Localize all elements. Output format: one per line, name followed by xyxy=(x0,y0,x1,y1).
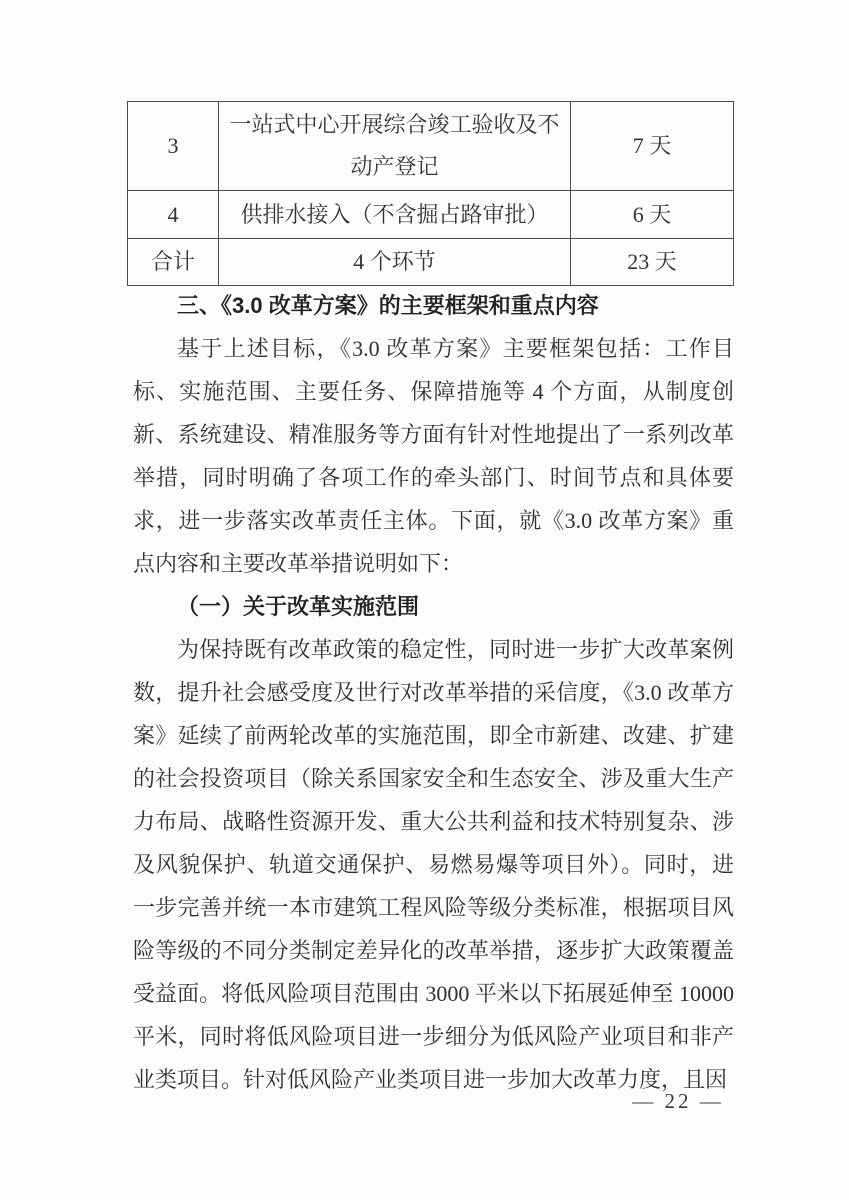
total-item-cell: 4 个环节 xyxy=(219,239,571,286)
paragraph-framework-overview: 基于上述目标，《3.0 改革方案》主要框架包括：工作目标、实施范围、主要任务、保障措施等 4 个方面，从制度创新、系统建设、精准服务等方面有针对性地提出了一系列改革举措，同时明确了各项工作的牵头部门、时间节点和具体要求，进一步落实改革责任主体。下面，就《3.0 改革方案》重点内容和主要改革举措说明如下： xyxy=(133,336,734,576)
table-row xyxy=(128,239,734,286)
total-label-cell: 合计 xyxy=(128,239,219,286)
step-item-cell: 一站式中心开展综合竣工验收及不动产登记 xyxy=(219,102,571,191)
paragraph-reform-scope: 为保持既有改革政策的稳定性，同时进一步扩大改革案例数，提升社会感受度及世行对改革举措的采信度，《3.0 改革方案》延续了前两轮改革的实施范围，即全市新建、改建、扩建的社会投资项目（除关系国家安全和生态安全、涉及重大生产力布局、战略性资源开发、重大公共利益和技术特别复杂、涉及风貌保护、轨道交通保护、易燃易爆等项目外）。同时，进一步完善并统一本市建筑工程风险等级分类标准，根据项目风险等级的不同分类制定差异化的改革举措，逐步扩大政策覆盖受益面。将低风险项目范围由 3000 平米以下拓展延伸至 10000 平米，同时将低风险项目进一步细分为低风险产业项目和非产业类项目。针对低风险产业类项目进一步加大改革力度，且因 xyxy=(133,637,734,1092)
step-duration-cell: 7 天 xyxy=(571,102,734,191)
step-number-cell: 4 xyxy=(128,191,219,239)
table-row xyxy=(128,191,734,239)
table-row xyxy=(128,102,734,191)
subsection-heading: （一）关于改革实施范围 xyxy=(177,594,420,619)
step-number-cell: 3 xyxy=(128,102,219,191)
document-body xyxy=(133,284,734,1101)
total-duration-cell: 23 天 xyxy=(571,239,734,286)
section-heading: 三、《3.0 改革方案》的主要框架和重点内容 xyxy=(177,293,599,318)
page-number: — 22 — xyxy=(632,1089,724,1113)
step-item-cell: 供排水接入（不含掘占路审批） xyxy=(219,191,571,239)
process-steps-table xyxy=(127,101,734,286)
step-duration-cell: 6 天 xyxy=(571,191,734,239)
